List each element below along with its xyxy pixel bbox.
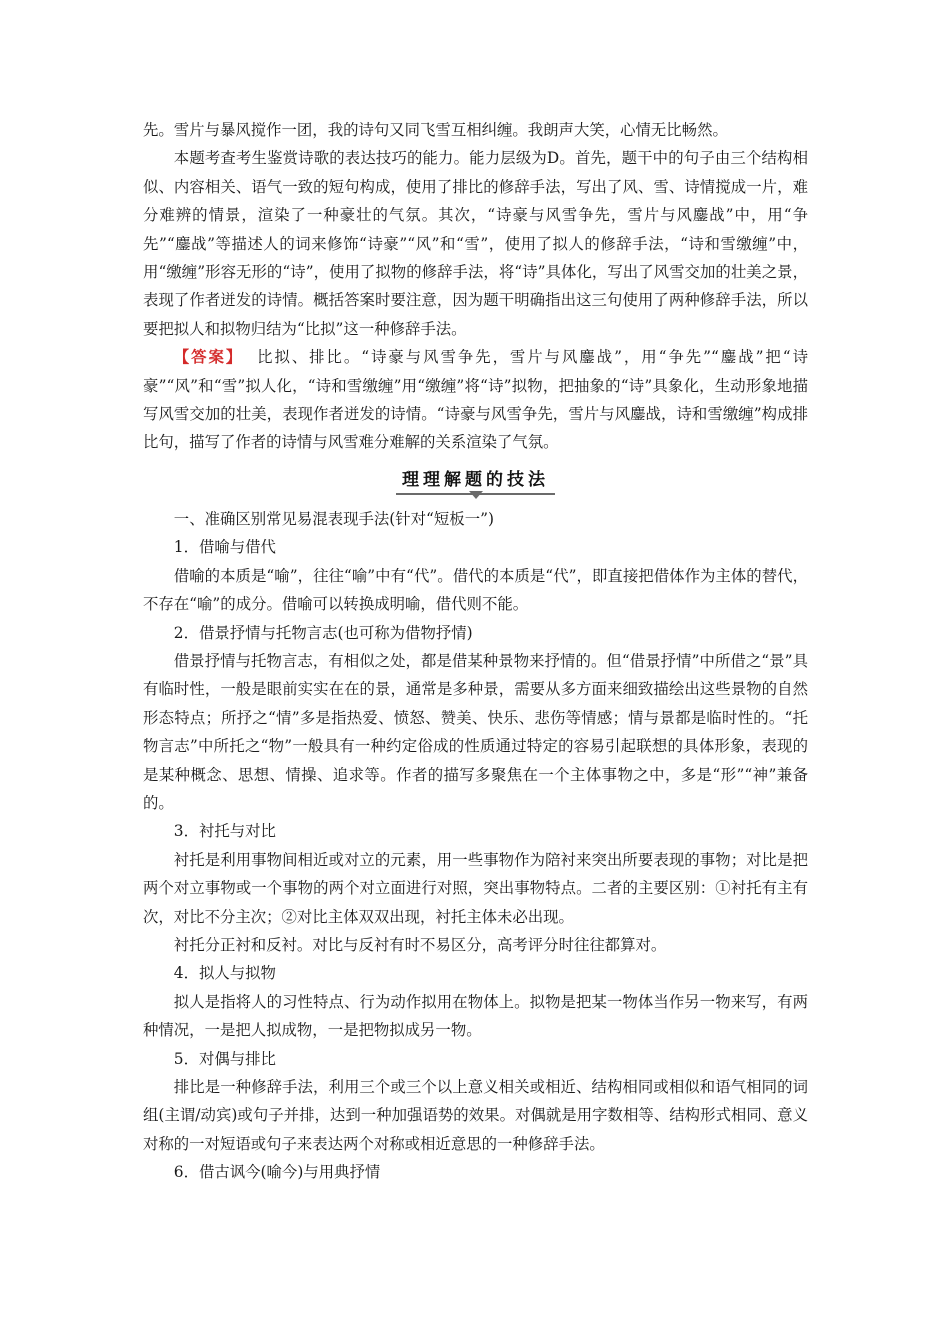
answer-paragraph: [143, 343, 808, 457]
section-title-banner: [143, 465, 808, 499]
item-6-title: 6．借古讽今(喻今)与用典抒情: [173, 1163, 381, 1182]
answer-text: 比拟、排比。“诗豪与风雪争先，雪片与风鏖战”，用“争先”“鏖战”把“诗豪”“风”和“雪”拟人化，“诗和雪缴缠”用“缴缠”将“诗”拟物，把抽象的“诗”具象化，生动形象地描写风雪交加的壮美，表现作者迸发的诗情。“诗豪与风雪争先，雪片与风鏖战，诗和雪缴缠”构成排比句，描写了作者的诗情与风雪难分难解的关系渲染了气氛。: [143, 348, 808, 452]
analysis-paragraph: 本题考查考生鉴赏诗歌的表达技巧的能力。能力层级为D。首先，题干中的句子由三个结构相似、内容相关、语气一致的短句构成，使用了排比的修辞手法，写出了风、雪、诗情搅成一片，难分难辨的情景，渲染了一种豪壮的气氛。其次，“诗豪与风雪争先，雪片与风鏖战”中，用“争先”“鏖战”等描述人的词来修饰“诗豪”“风”和“雪”，使用了拟人的修辞手法，“诗和雪缴缠”中，用“缴缠”形容无形的“诗”，使用了拟物的修辞手法，将“诗”具体化，写出了风雪交加的壮美之景，表现了作者迸发的诗情。概括答案时要注意，因为题干明确指出这三句使用了两种修辞手法，所以要把拟人和拟物归结为“比拟”这一种修辞手法。: [143, 149, 808, 338]
answer-tag: 【答案】: [173, 348, 244, 367]
item-4-title: 4．拟人与拟物: [173, 964, 276, 983]
item-4-paragraph: 拟人是指将人的习性特点、行为动作拟用在物体上。拟物是把某一物体当作另一物来写，有两种情况，一是把人拟成物，一是把物拟成另一物。: [143, 992, 808, 1040]
document-page: [143, 116, 808, 1187]
intro-continuation: 先。雪片与暴风搅作一团，我的诗句又同飞雪互相纠缠。我朗声大笑，心情无比畅然。: [143, 121, 728, 139]
item-3-title: 3．衬托与对比: [173, 822, 276, 841]
section-title: 理理解题的技法: [396, 465, 555, 495]
item-5-paragraph: 排比是一种修辞手法，利用三个或三个以上意义相关或相近、结构相同或相似和语气相同的词组(主谓/动宾)或句子并排，达到一种加强语势的效果。对偶就是用字数相等、结构形式相同、意义对称的一对短语或句子来表达两个对称或相近意思的一种修辞手法。: [143, 1078, 808, 1153]
section-heading: 一、准确区别常见易混表现手法(针对“短板一”): [173, 509, 494, 528]
item-2-title: 2．借景抒情与托物言志(也可称为借物抒情): [173, 623, 473, 642]
item-3-paragraph-2: 衬托分正衬和反衬。对比与反衬有时不易区分，高考评分时往往都算对。: [173, 935, 667, 954]
item-5-title: 5．对偶与排比: [173, 1049, 276, 1068]
item-1-paragraph: 借喻的本质是“喻”，往往“喻”中有“代”。借代的本质是“代”，即直接把借体作为主体的替代，不存在“喻”的成分。借喻可以转换成明喻，借代则不能。: [143, 566, 808, 614]
item-2-paragraph: 借景抒情与托物言志，有相似之处，都是借某种景物来抒情的。但“借景抒情”中所借之“景”具有临时性，一般是眼前实实在在的景，通常是多种景，需要从多方面来细致描绘出这些景物的自然形态特点；所抒之“情”多是指热爱、愤怒、赞美、快乐、悲伤等情感；情与景都是临时性的。“托物言志”中所托之“物”一般具有一种约定俗成的性质通过特定的容易引起联想的具体形象，表现的是某种概念、思想、情操、追求等。作者的描写多聚焦在一个主体事物之中，多是“形”“神”兼备的。: [143, 651, 808, 812]
item-3-paragraph-1: 衬托是利用事物间相近或对立的元素，用一些事物作为陪衬来突出所要表现的事物；对比是把两个对立事物或一个事物的两个对立面进行对照，突出事物特点。二者的主要区别：①衬托有主有次，对比不分主次；②对比主体双双出现，衬托主体未必出现。: [143, 850, 808, 926]
item-1-title: 1．借喻与借代: [173, 538, 276, 557]
triangle-down-icon: [469, 491, 483, 499]
